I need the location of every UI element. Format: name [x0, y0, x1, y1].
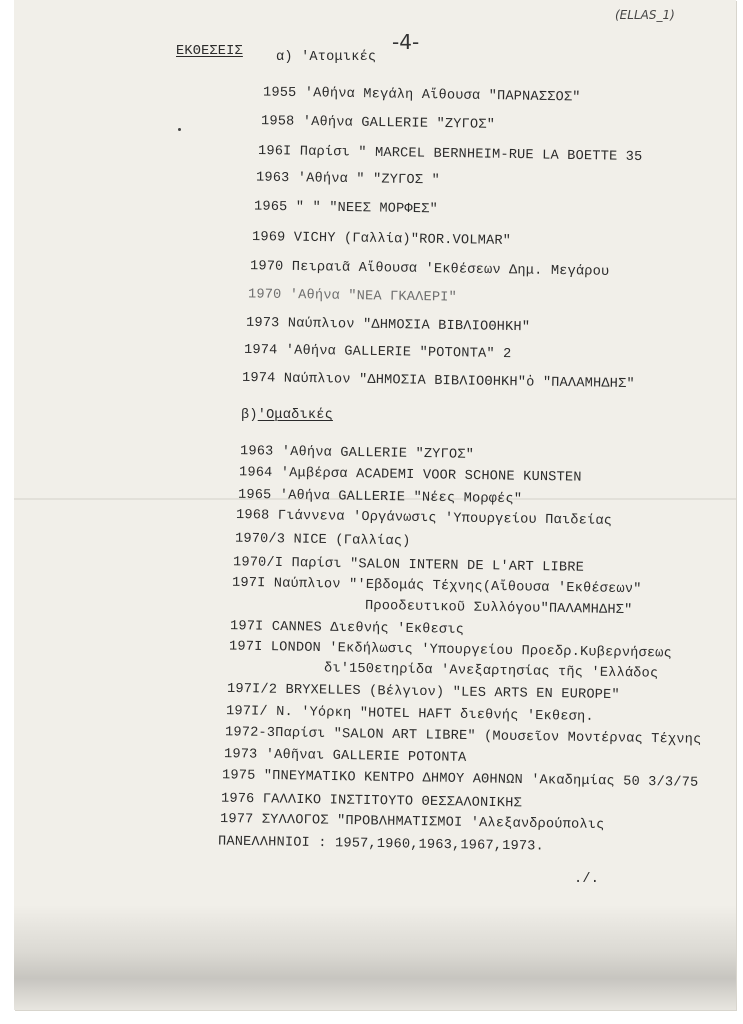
list-item: 1964 'Αμβέρσα ACADEMI VOOR SCHONE KUNSTEN: [238, 465, 582, 486]
list-item: 1975 "ΠΝΕΥΜΑΤΙΚΟ ΚΕΝΤΡΟ ΔΗΜΟΥ ΑΘΗΝΩΝ 'Ακαδημίας 50 3/3/75: [221, 768, 699, 791]
section-heading: ΕΚΘΕΣΕΙΣ: [176, 44, 243, 59]
list-item: 197I Ναύπλιον "'Εβδομάς Τέχνης(Αἴθουσα 'Εκθέσεων": [231, 575, 642, 598]
list-item: 197I/2 BRYXELLES (Βέλγιον) "LES ARTS EN EUROPE": [226, 681, 620, 704]
list-item: 1976 ΓΑΛΛΙΚΟ ΙΝΣΤΙΤΟΥΤΟ ΘΕΣΣΑΛΟΝΙΚΗΣ: [220, 791, 522, 812]
list-item: 1973 'Αθῆναι GALLERIE ΡΟΤΟΝΤΑ: [223, 747, 467, 766]
list-item: 1963 'Αθήνα " "ΖΥΓΟΣ ": [255, 170, 440, 189]
list-item: 1968 Γιάννενα 'Οργάνωσις 'Υπουργείου Παιδείας: [235, 508, 613, 529]
scan-shadow: [14, 905, 736, 1010]
list-item: 1974 Ναύπλιον "ΔΗΜΟΣΙΑ ΒΙΒΛΙΟΘΗΚΗ"ὁ "ΠΑΛΑΜΗΔΗΣ": [241, 370, 635, 393]
group-heading: [241, 408, 333, 424]
list-item: 1977 ΣΥΛΛΟΓΟΣ "ΠΡΟΒΛΗΜΑΤΙΣΜΟΙ 'Αλεξανδρούπολις: [219, 811, 605, 834]
list-item-continuation: Προοδευτικοῦ Συλλόγου"ΠΑΛΑΜΗΔΗΣ": [364, 598, 633, 619]
list-item: 1969 VICHY (Γαλλία)"ROR.VOLMAR": [251, 229, 512, 250]
list-item: 1972-3Παρίσι "SALON ART LIBRE" (Μουσεῖον Μοντέρνας Τέχνης: [224, 725, 702, 748]
list-item: 1970/3 NICE (Γαλλίας): [234, 531, 411, 550]
list-item: 1970 Πειραιᾶ Αἴθουσα 'Εκθέσεων Δημ. Μεγάρου: [249, 259, 610, 280]
end-mark: ./.: [574, 872, 600, 887]
list-item: 1965 'Αθήνα GALLERIE "Νέες Μορφές": [237, 487, 523, 508]
page-number: -4-: [392, 30, 420, 54]
list-item: 197I CANNES Διεθνής 'Εκθεσις: [229, 619, 465, 638]
stray-mark: [178, 128, 181, 131]
list-item: 197I/ N. 'Υόρκη "HOTEL HAFT διεθνής 'Εκθεση.: [225, 704, 594, 725]
list-item: 1970 'Αθήνα "ΝΕΑ ΓΚΑΛΕΡΙ": [247, 287, 458, 306]
list-item: 1955 'Αθήνα Μεγάλη Αἴθουσα "ΠΑΡΝΑΣΣΟΣ": [262, 85, 581, 106]
list-item: 196I Παρίσι " MARCEL BERNHEIM-RUE LA BOETTE 35: [257, 143, 643, 166]
individual-heading-text: α) 'Ατομικές: [276, 50, 377, 65]
list-item: 197I LONDON 'Εκδήλωσις 'Υπουργείου Προεδρ.Κυβερνήσεως: [228, 639, 673, 662]
list-item: 1970/I Παρίσι "SALON INTERN DE L'ART LIBRE: [232, 555, 585, 576]
reference-note: (ELLAS_1): [615, 8, 675, 22]
group-heading-text: 'Ομαδικές: [257, 408, 333, 423]
list-item: ΠΑΝΕΛΛΗΝΙΟΙ : 1957,1960,1963,1967,1973.: [217, 834, 545, 855]
individual-heading: [276, 50, 376, 66]
list-item: 1973 Ναύπλιον "ΔΗΜΟΣΙΑ ΒΙΒΛΙΟΘΗΚΗ": [245, 315, 531, 336]
list-item: 1963 'Αθήνα GALLERIE "ΖΥΓΟΣ": [239, 444, 475, 463]
group-heading-prefix: β): [241, 408, 258, 423]
list-item: 1958 'Αθήνα GALLERIE "ΖΥΓΟΣ": [260, 114, 496, 133]
list-item: 1965 " " "ΝΕΕΣ ΜΟΡΦΕΣ": [253, 199, 438, 218]
list-item-continuation: δι'150ετηρίδα 'Ανεξαρτησίας τῆς 'Ελλάδος: [323, 661, 659, 682]
list-item: 1974 'Αθήνα GALLERIE "ΡΟΤΟΝΤΑ" 2: [243, 342, 512, 363]
